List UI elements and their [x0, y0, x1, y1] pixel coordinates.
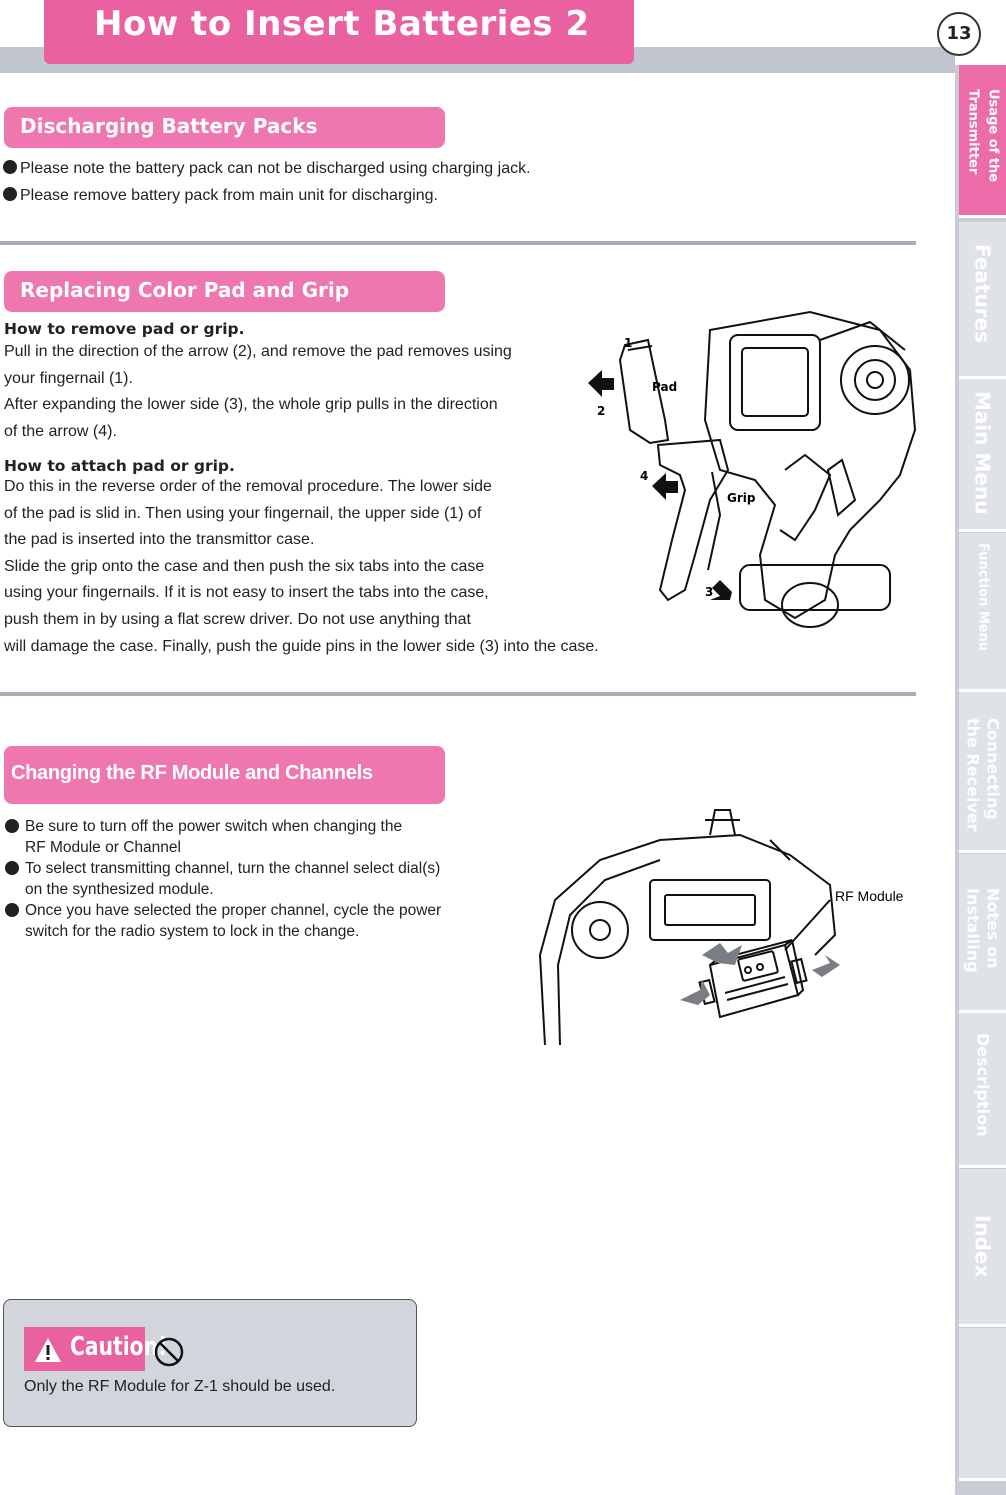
text-line: will damage the case. Finally, push the guide pins in the lower side (3) into the case.	[4, 637, 599, 655]
bullet-dot	[5, 861, 19, 875]
remove-text	[4, 339, 574, 445]
bullet-text: Once you have selected the proper channel, cycle the power	[25, 902, 442, 919]
tab-usage-of-transmitter[interactable]	[959, 65, 1006, 218]
tab-features[interactable]	[959, 222, 1006, 379]
list-item	[5, 816, 485, 858]
text-line: of the arrow (4).	[4, 422, 117, 440]
section-heading: Replacing Color Pad and Grip	[20, 278, 350, 302]
section-heading: Changing the RF Module and Channels	[11, 762, 373, 784]
bullet-text: Please note the battery pack can not be discharged using charging jack.	[20, 160, 531, 177]
text-line: your fingernail (1).	[4, 369, 133, 387]
bullet-dot	[3, 187, 17, 201]
rf-bullet-list	[5, 816, 485, 942]
tab-main-menu[interactable]	[959, 379, 1006, 532]
text-line: After expanding the lower side (3), the whole grip pulls in the direction	[4, 396, 498, 414]
label-num-2: 2	[597, 404, 606, 418]
tab-label: Description	[973, 1033, 993, 1137]
bullet-text: RF Module or Channel	[25, 839, 181, 856]
tab-index[interactable]	[959, 1169, 1006, 1327]
tab-label: Connecting the Receiver	[963, 718, 1003, 832]
text-line: Do this in the reverse order of the removal procedure. The lower side	[4, 478, 492, 495]
list-item	[3, 182, 438, 209]
caution-label: Caution!	[70, 1332, 168, 1362]
tab-blank	[959, 1328, 1006, 1481]
tab-connecting-receiver[interactable]	[959, 692, 1006, 853]
page-number: 13	[937, 12, 981, 56]
tab-function-menu[interactable]	[959, 533, 1006, 692]
label-num-1: 1	[624, 336, 633, 350]
label-num-4: 4	[640, 469, 649, 483]
list-item	[5, 858, 485, 900]
text-line: Slide the grip onto the case and then push the six tabs into the case	[4, 557, 485, 575]
tab-label: Index	[970, 1215, 995, 1278]
remove-heading: How to remove pad or grip.	[4, 320, 245, 338]
caution-text: Only the RF Module for Z-1 should be used.	[24, 1378, 336, 1395]
divider	[0, 241, 916, 245]
bullet-dot	[5, 903, 19, 917]
text-line: using your fingernails. If it is not easy to insert the tabs into the case,	[4, 584, 489, 602]
prohibited-icon	[153, 1336, 185, 1368]
warning-triangle-icon	[33, 1336, 63, 1364]
bullet-dot	[5, 819, 19, 833]
label-pad: Pad	[652, 380, 678, 394]
tab-label: Function Menu	[975, 543, 991, 652]
label-grip: Grip	[727, 491, 756, 505]
section-heading: Discharging Battery Packs	[20, 114, 318, 138]
text-line: of the pad is slid in. Then using your fingernail, the upper side (1) of	[4, 504, 482, 522]
page-title: How to Insert Batteries 2	[94, 4, 590, 44]
attach-heading: How to attach pad or grip.	[4, 457, 235, 475]
bullet-text: Be sure to turn off the power switch when changing the	[25, 818, 403, 835]
text-line: the pad is inserted into the transmittor case.	[4, 531, 315, 549]
text-line: Pull in the direction of the arrow (2), and remove the pad removes using	[4, 343, 512, 360]
tab-label: Features	[970, 244, 995, 344]
tab-description[interactable]	[959, 1013, 1006, 1168]
tab-notes-on-installing[interactable]	[959, 854, 1006, 1013]
section-discharging	[4, 107, 445, 148]
label-num-3: 3	[705, 585, 714, 599]
bullet-dot	[3, 160, 17, 174]
tab-label: Usage of the Transmitter	[965, 89, 1001, 183]
bullet-text: Please remove battery pack from main unit for discharging.	[20, 187, 438, 204]
tab-label: Main Menu	[970, 391, 995, 515]
bullet-text: switch for the radio system to lock in the change.	[25, 923, 360, 940]
bullet-text: on the synthesized module.	[25, 881, 214, 898]
section-rf-module	[4, 746, 445, 804]
divider	[0, 692, 916, 696]
section-replacing	[4, 271, 445, 312]
list-item	[3, 155, 531, 182]
rf-module-illustration	[530, 805, 920, 1050]
tab-label: Notes on Installing	[963, 888, 1003, 973]
bullet-text: To select transmitting channel, turn the channel select dial(s)	[25, 860, 441, 877]
rf-module-label: RF Module	[835, 888, 904, 904]
text-line: push them in by using a flat screw driver. Do not use anything that	[4, 610, 471, 628]
pad-grip-illustration	[580, 300, 925, 640]
list-item	[5, 900, 485, 942]
